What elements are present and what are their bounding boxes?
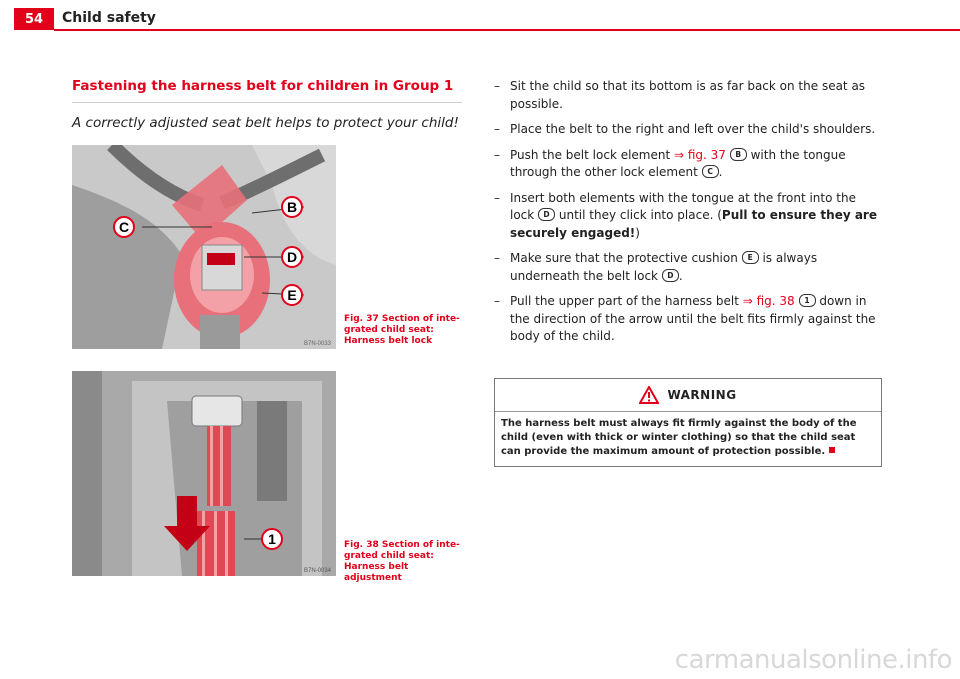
warning-box	[494, 378, 882, 467]
fig38-code: B7N-0034	[304, 568, 332, 574]
step-4: – Insert both elements with the tongue at the front into the lock D until they click into place. (Pull to ensure they are securely engaged!)	[494, 190, 877, 240]
step-5: – Make sure that the protective cushion E is always underneath the belt lock D .	[494, 251, 818, 283]
warning-header	[495, 379, 881, 412]
article-title: Fastening the harness belt for children in Group 1	[72, 78, 462, 103]
label-e-badge: E	[742, 251, 759, 264]
figure-37-image	[72, 145, 336, 349]
figure-38	[72, 371, 336, 576]
step-3: – Push the belt lock element ⇒ fig. 37 B with the tongue through the other lock element C .	[494, 147, 846, 179]
header-rule	[54, 29, 960, 31]
fig37-code: B7N-0033	[304, 341, 332, 347]
fig37-label-c: C	[118, 219, 130, 235]
step-2: – Place the belt to the right and left over the child's shoulders.	[494, 122, 876, 136]
figure-37	[72, 145, 336, 349]
page-header	[0, 0, 960, 30]
fig-38-link[interactable]: ⇒ fig. 38	[742, 294, 795, 308]
fig38-label-1: 1	[268, 531, 276, 547]
label-b-badge: B	[730, 148, 747, 161]
label-d-badge-2: D	[662, 269, 679, 282]
figure-37-caption: Fig. 37 Section of inte-grated child seat: Harness belt lock	[344, 314, 460, 346]
watermark: carmanualsonline.info	[674, 645, 952, 675]
label-1-badge: 1	[799, 294, 816, 307]
step-1: – Sit the child so that its bottom is as far back on the seat as possible.	[494, 79, 866, 111]
figure-38-caption: Fig. 38 Section of inte-grated child seat: Harness belt adjustment	[344, 540, 460, 583]
fig37-label-e: E	[287, 287, 297, 303]
warning-text: The harness belt must always fit firmly against the body of the child (even with thick or winter clothing) so that the child seat can provide the maximum amount of protection possible.	[501, 418, 857, 457]
step-6: – Pull the upper part of the harness belt ⇒ fig. 38 1 down in the direction of the arrow until the belt fits firmly against the body of the child.	[494, 294, 876, 343]
label-d-badge: D	[538, 208, 555, 221]
section-title: Child safety	[62, 10, 156, 26]
left-column	[72, 78, 462, 131]
warning-title: WARNING	[667, 388, 737, 402]
fig37-label-d: D	[286, 249, 298, 265]
end-mark-icon	[829, 447, 835, 453]
fig-37-link[interactable]: ⇒ fig. 37	[674, 147, 726, 162]
warning-icon	[639, 386, 659, 404]
steps-list	[494, 78, 882, 354]
label-c-badge: C	[702, 165, 719, 178]
page-number: 54	[14, 8, 54, 30]
article-lead: A correctly adjusted seat belt helps to protect your child!	[72, 115, 459, 131]
figure-38-image	[72, 371, 336, 576]
fig37-label-b: B	[286, 199, 298, 215]
